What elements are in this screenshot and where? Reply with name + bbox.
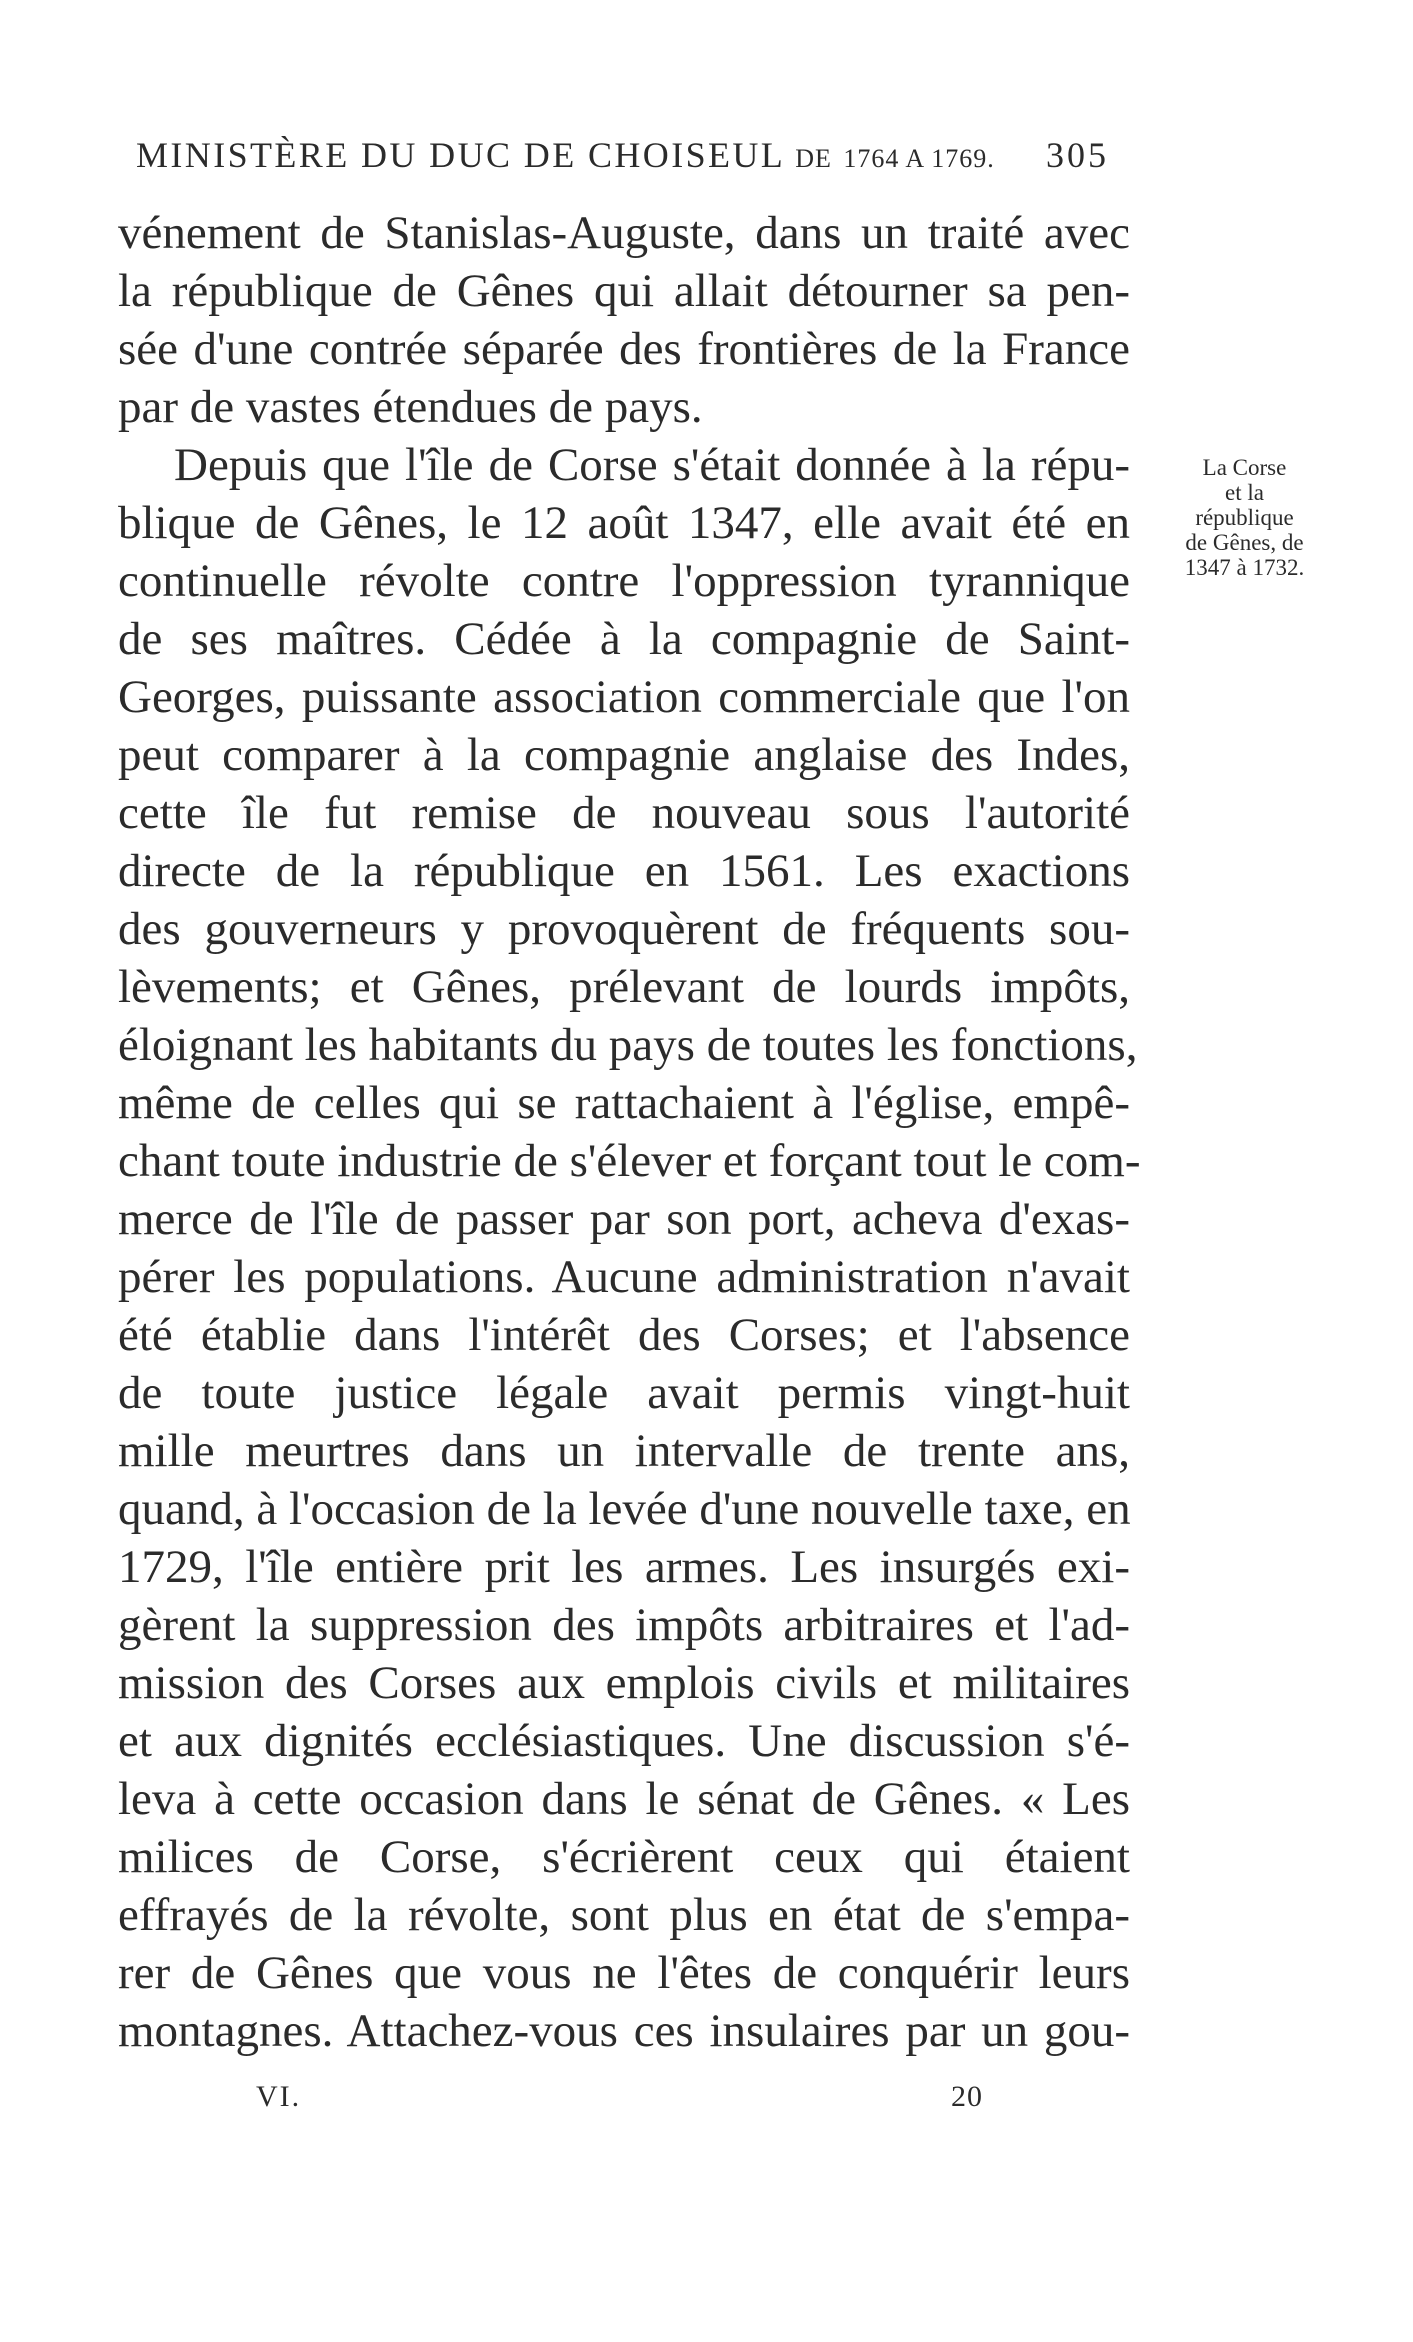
text-line: été établie dans l'intérêt des Corses; et l'absence [118,1309,1130,1361]
text-line: des gouverneurs y provoquèrent de fréquents sou- [118,903,1130,955]
text-line: lèvements; et Gênes, prélevant de lourds impôts, [118,961,1130,1013]
text-line: par de vastes étendues de pays. [118,381,703,433]
text-line: pérer les populations. Aucune administration n'avait [118,1251,1130,1303]
margin-note-line: de Gênes, de [1185,530,1304,555]
text-line: sée d'une contrée séparée des frontières de la France [118,323,1130,375]
text-line: gèrent la suppression des impôts arbitraires et l'ad- [118,1599,1130,1651]
text-line: Depuis que l'île de Corse s'était donnée à la répu- [174,439,1130,491]
text-line: rer de Gênes que vous ne l'êtes de conquérir leurs [118,1947,1130,1999]
text-line: continuelle révolte contre l'oppression tyrannique [118,555,1130,607]
running-title-dates: 1764 A 1769. [843,144,995,173]
text-line: mille meurtres dans un intervalle de trente ans, [118,1425,1130,1477]
sheet-number: 20 [951,2080,983,2113]
page-number: 305 [1046,135,1109,175]
text-line: la république de Gênes qui allait détourner sa pen- [118,265,1130,317]
text-line: peut comparer à la compagnie anglaise des Indes, [118,729,1130,781]
text-line: milices de Corse, s'écrièrent ceux qui étaient [118,1831,1130,1883]
margin-note-line: 1347 à 1732. [1184,555,1305,580]
volume-signature: VI. [256,2080,302,2113]
text-line: mission des Corses aux emplois civils et militaires [118,1657,1130,1709]
text-line: de ses maîtres. Cédée à la compagnie de Saint- [118,613,1130,665]
running-title-main: MINISTÈRE DU DUC DE CHOISEUL [136,135,784,175]
text-line: quand, à l'occasion de la levée d'une nouvelle taxe, en [118,1483,1131,1535]
text-line: cette île fut remise de nouveau sous l'autorité [118,787,1130,839]
text-line: 1729, l'île entière prit les armes. Les insurgés exi- [118,1541,1130,1593]
margin-note-line: république [1195,505,1294,530]
text-line: de toute justice légale avait permis vingt-huit [118,1367,1130,1419]
text-line: Georges, puissante association commerciale que l'on [118,671,1130,723]
running-title-de: DE [795,144,832,173]
text-line: blique de Gênes, le 12 août 1347, elle avait été en [118,497,1130,549]
text-line: effrayés de la révolte, sont plus en état de s'empa- [118,1889,1130,1941]
text-line: montagnes. Attachez-vous ces insulaires par un gou- [118,2005,1130,2057]
text-line: éloignant les habitants du pays de toutes les fonctions, [118,1019,1138,1071]
text-line: chant toute industrie de s'élever et forçant tout le com- [118,1135,1141,1187]
text-line: vénement de Stanislas-Auguste, dans un traité avec [118,207,1130,259]
text-line: leva à cette occasion dans le sénat de Gênes. « Les [118,1773,1130,1825]
text-line: directe de la république en 1561. Les exactions [118,845,1130,897]
text-line: même de celles qui se rattachaient à l'église, empê- [118,1077,1130,1129]
margin-note-line: La Corse [1202,455,1287,480]
running-title [136,134,995,176]
margin-note-line: et la [1225,480,1264,505]
text-line: merce de l'île de passer par son port, acheva d'exas- [118,1193,1130,1245]
text-line: et aux dignités ecclésiastiques. Une discussion s'é- [118,1715,1130,1767]
page-header [0,0,1413,200]
margin-note [1152,455,1337,580]
